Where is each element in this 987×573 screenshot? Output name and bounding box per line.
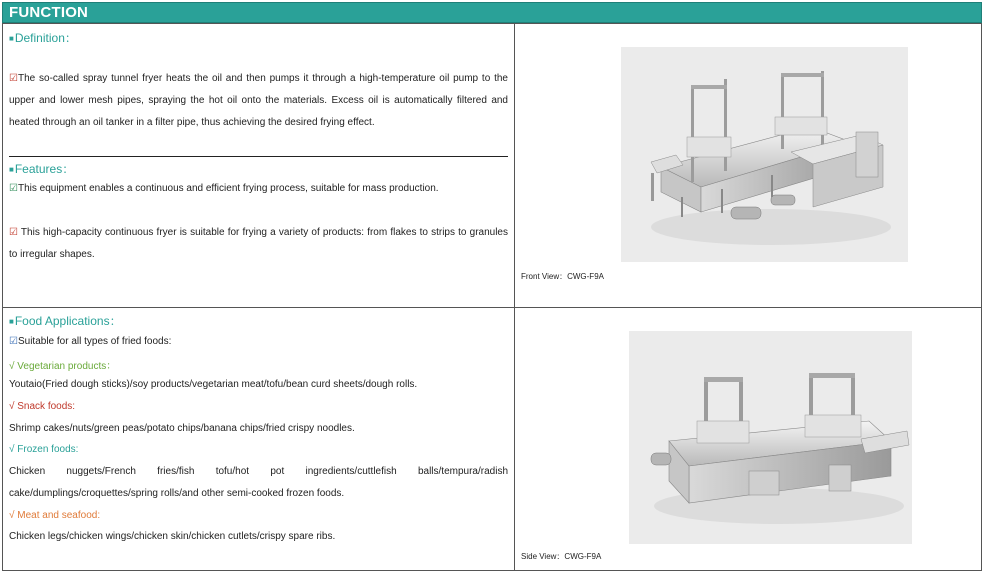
feature-item: ☑ This high-capacity continuous fryer is suitable for frying a variety of products: from flakes to strips to granules to irregular shapes.	[9, 227, 508, 260]
features-heading: ■Features：	[9, 162, 75, 176]
category-text-frozen-line1: Chicken nuggets/French fries/fish tofu/hot pot ingredients/cuttlefish balls/tempura/radish	[9, 466, 508, 477]
category-label-snack: √ Snack foods:	[9, 401, 76, 412]
checkbox-icon: ☑	[9, 183, 18, 194]
content-table	[2, 23, 982, 571]
checkbox-icon: ☑	[9, 73, 18, 84]
front-view-image	[621, 47, 908, 262]
side-view-caption: Side View：CWG-F9A	[521, 552, 602, 561]
definition-text: ☑The so-called spray tunnel fryer heats the oil and then pumps it through a high-temperature oil pump to the upper and lower mesh pipes, spraying the hot oil onto the materials. Excess oil is automatically filtered and heated through an oil tanker in a filter pipe, thus achieving the desired frying effect.	[9, 73, 508, 128]
section-header	[2, 2, 982, 23]
category-label-vegetarian: √ Vegetarian products：	[9, 361, 117, 372]
section-rule	[9, 156, 508, 157]
feature-item: ☑This equipment enables a continuous and efficient frying process, suitable for mass production.	[9, 183, 439, 194]
definition-heading: ■Definition：	[9, 31, 77, 45]
side-view-image	[629, 331, 912, 544]
checkbox-icon: ☑	[9, 227, 18, 238]
category-text-vegetarian: Youtaio(Fried dough sticks)/soy products/vegetarian meat/tofu/bean curd sheets/dough rolls.	[9, 379, 418, 390]
bullet-square-icon: ■	[9, 34, 14, 44]
front-view-caption: Front View：CWG-F9A	[521, 272, 604, 281]
category-text-snack: Shrimp cakes/nuts/green peas/potato chips/banana chips/fried crispy noodles.	[9, 423, 355, 434]
column-divider	[514, 24, 515, 570]
bullet-square-icon: ■	[9, 165, 14, 175]
checkbox-icon: ☑	[9, 336, 18, 347]
row-divider	[3, 307, 981, 308]
category-text-frozen-line2: cake/dumplings/croquettes/spring rolls/and other semi-cooked frozen foods.	[9, 488, 345, 499]
category-label-frozen: √ Frozen foods:	[9, 444, 79, 455]
category-text-meat: Chicken legs/chicken wings/chicken skin/chicken cutlets/crispy spare ribs.	[9, 531, 336, 542]
bullet-square-icon: ■	[9, 317, 14, 327]
section-title: FUNCTION	[9, 4, 89, 21]
food-applications-heading: ■Food Applications：	[9, 314, 122, 328]
food-intro: ☑Suitable for all types of fried foods:	[9, 336, 172, 347]
category-label-meat: √ Meat and seafood:	[9, 510, 101, 521]
